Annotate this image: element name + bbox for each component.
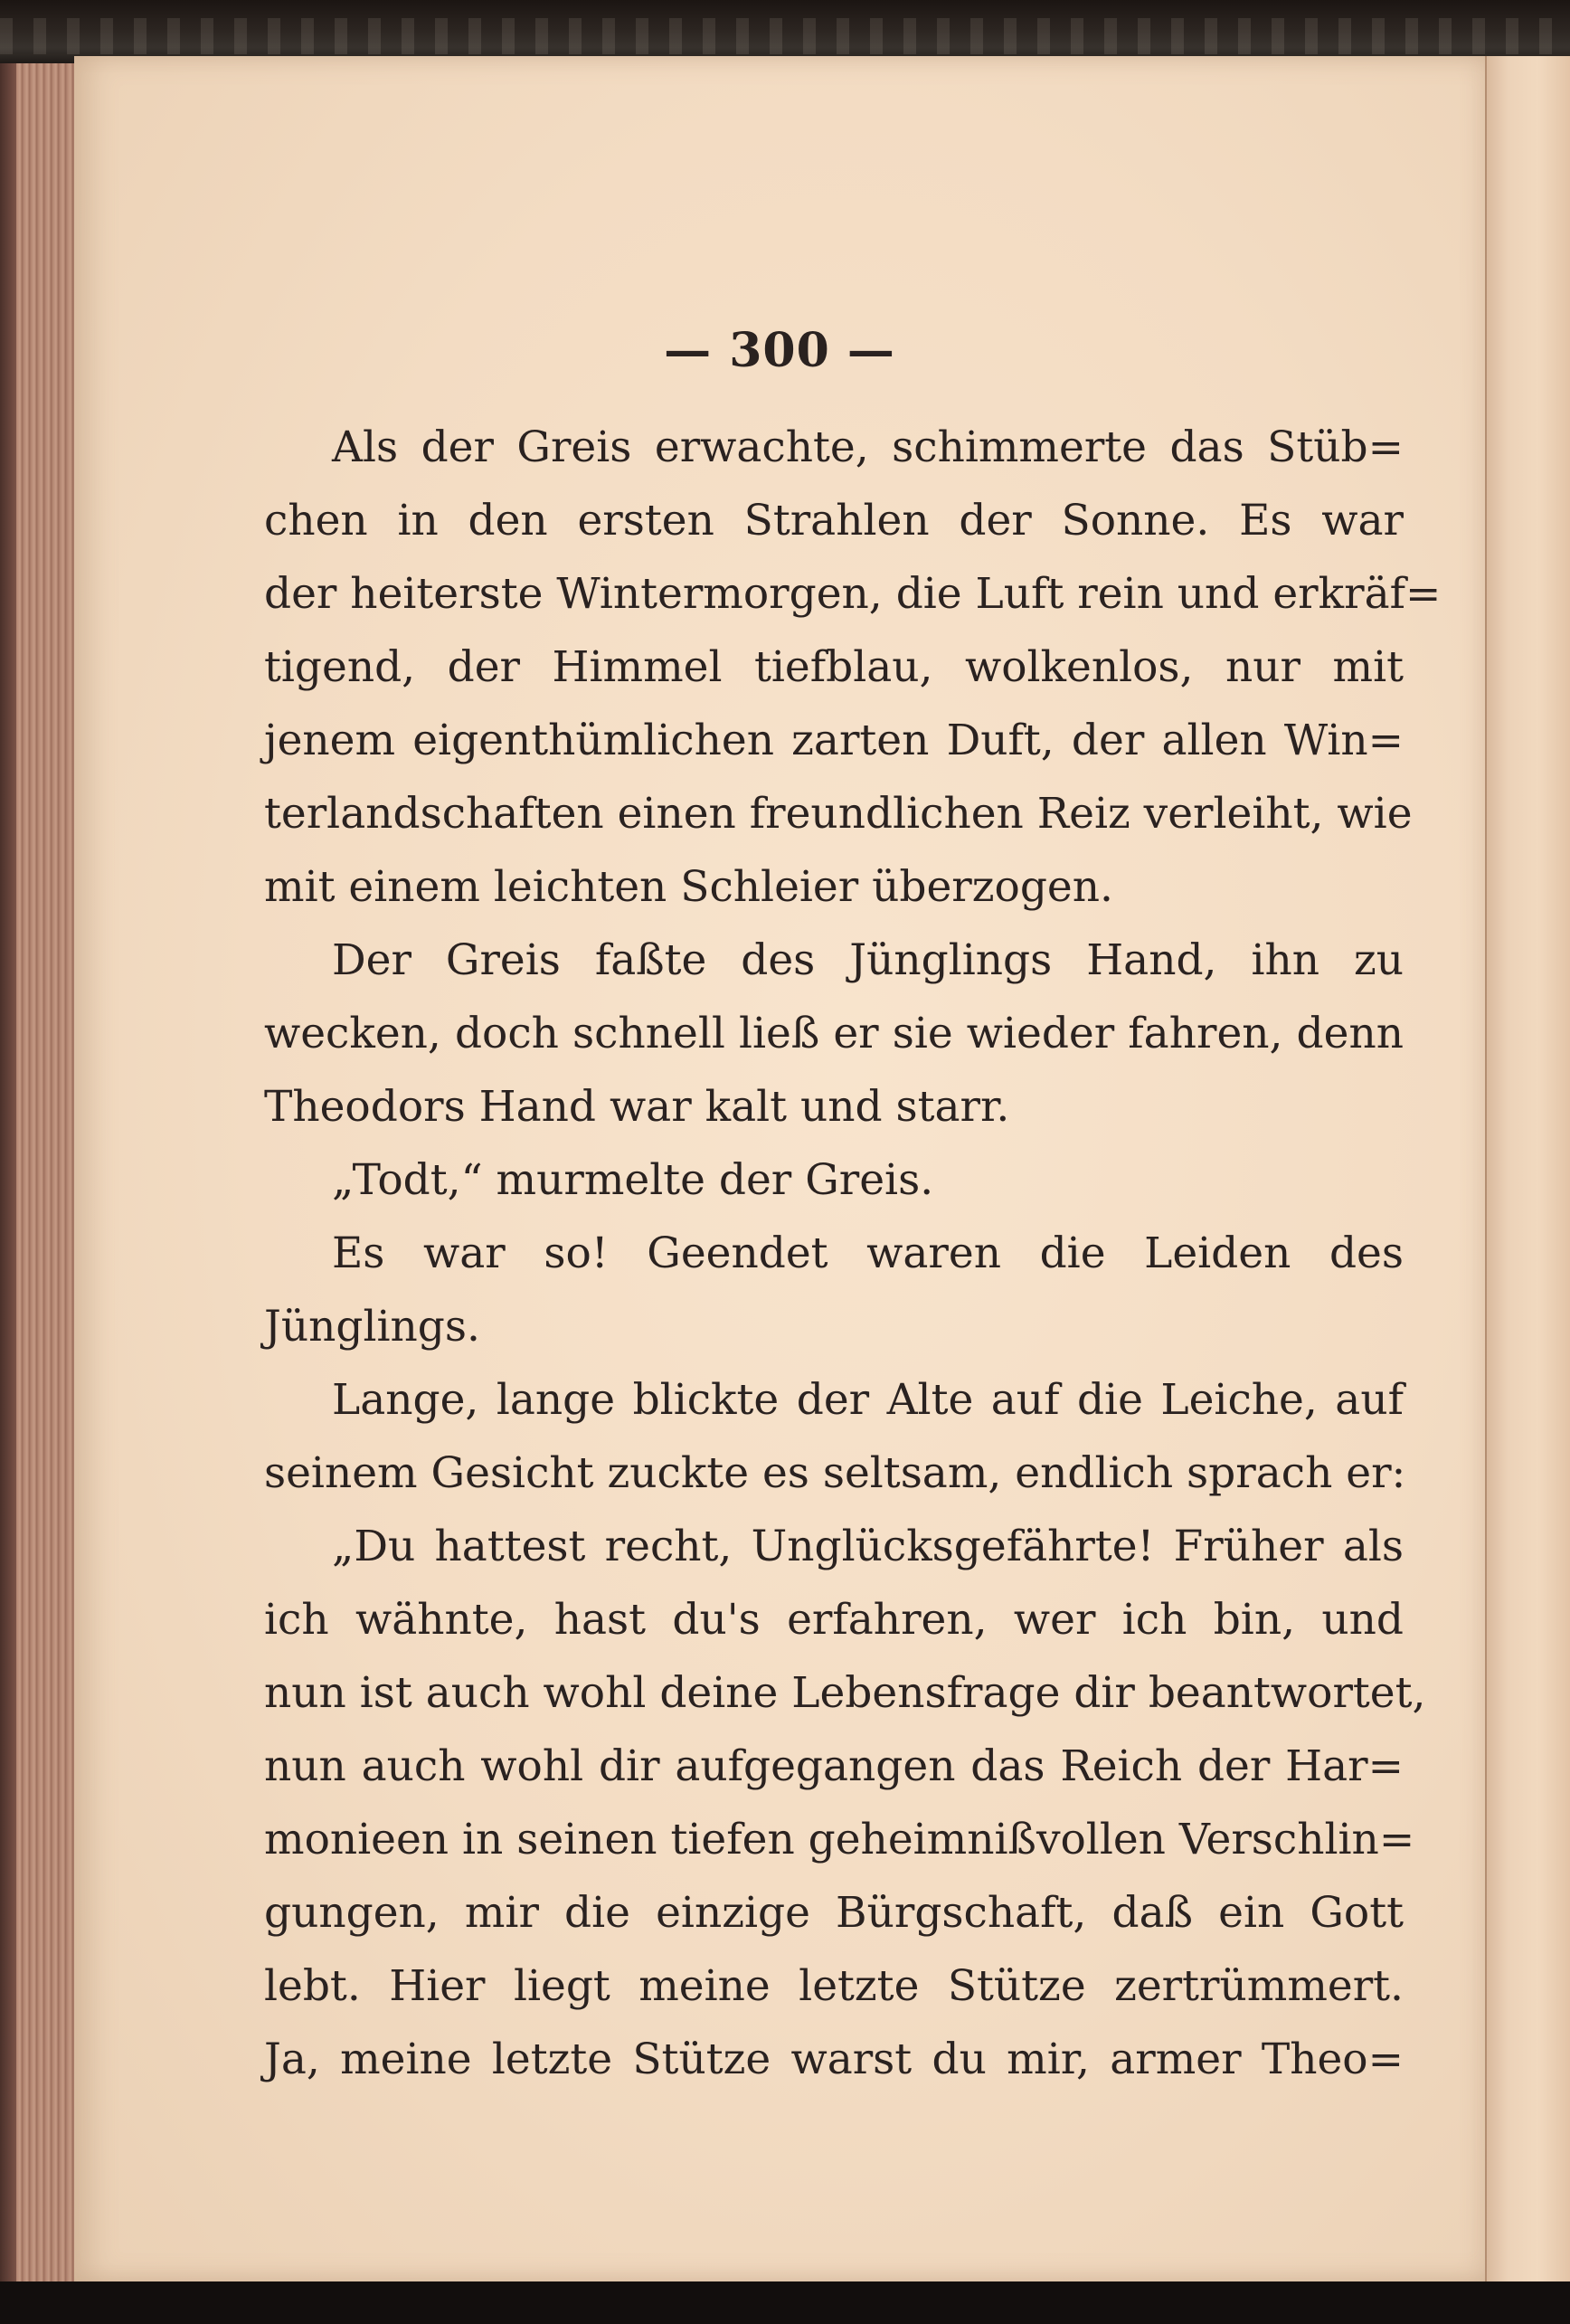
text-line: „Du hattest recht, Unglücksgefährte! Früher als	[332, 1522, 1404, 1571]
page-edges	[0, 63, 74, 2284]
text-line: wecken, doch schnell ließ er sie wieder fahren, denn	[264, 1009, 1404, 1058]
text-line: Ja, meine letzte Stütze warst du mir, armer Theo=	[264, 2035, 1404, 2084]
text-line: monieen in seinen tiefen geheimnißvollen Verschlin=	[264, 1815, 1415, 1864]
text-line: mit einem leichten Schleier überzogen.	[264, 862, 1113, 912]
page-number: — 300 —	[664, 323, 895, 378]
text-line: jenem eigenthümlichen zarten Duft, der allen Win=	[264, 716, 1404, 765]
text-line: Es war so! Geendet waren die Leiden des	[332, 1228, 1404, 1278]
text-line: Jünglings.	[264, 1302, 480, 1352]
text-line: Lange, lange blickte der Alte auf die Leiche, auf	[332, 1375, 1404, 1425]
text-line: „Todt,“ murmelte der Greis.	[332, 1155, 934, 1205]
text-line: der heiterste Wintermorgen, die Luft rein und erkräf=	[264, 569, 1442, 619]
text-line: nun auch wohl dir aufgegangen das Reich der Har=	[264, 1741, 1404, 1791]
text-line: Der Greis faßte des Jünglings Hand, ihn zu	[332, 935, 1404, 985]
text-line: tigend, der Himmel tiefblau, wolkenlos, nur mit	[264, 642, 1404, 692]
page-body	[264, 411, 1442, 2096]
text-line: lebt. Hier liegt meine letzte Stütze zertrümmert.	[264, 1961, 1404, 2011]
next-page-edge	[1485, 56, 1570, 2281]
text-line: seinem Gesicht zuckte es seltsam, endlich sprach er:	[264, 1448, 1406, 1498]
book-page	[74, 56, 1485, 2281]
text-line: ich wähnte, hast du's erfahren, wer ich bin, und	[264, 1595, 1404, 1645]
text-line: Theodors Hand war kalt und starr.	[264, 1082, 1010, 1132]
book-cover-bottom	[0, 2281, 1570, 2324]
text-line: Als der Greis erwachte, schimmerte das Stüb=	[332, 422, 1404, 472]
text-line: nun ist auch wohl deine Lebensfrage dir beantwortet,	[264, 1668, 1426, 1718]
text-line: chen in den ersten Strahlen der Sonne. Es war	[264, 496, 1404, 545]
text-line: terlandschaften einen freundlichen Reiz verleiht, wie	[264, 789, 1413, 839]
text-line: gungen, mir die einzige Bürgschaft, daß ein Gott	[264, 1888, 1404, 1938]
book-cover-top	[0, 0, 1570, 63]
